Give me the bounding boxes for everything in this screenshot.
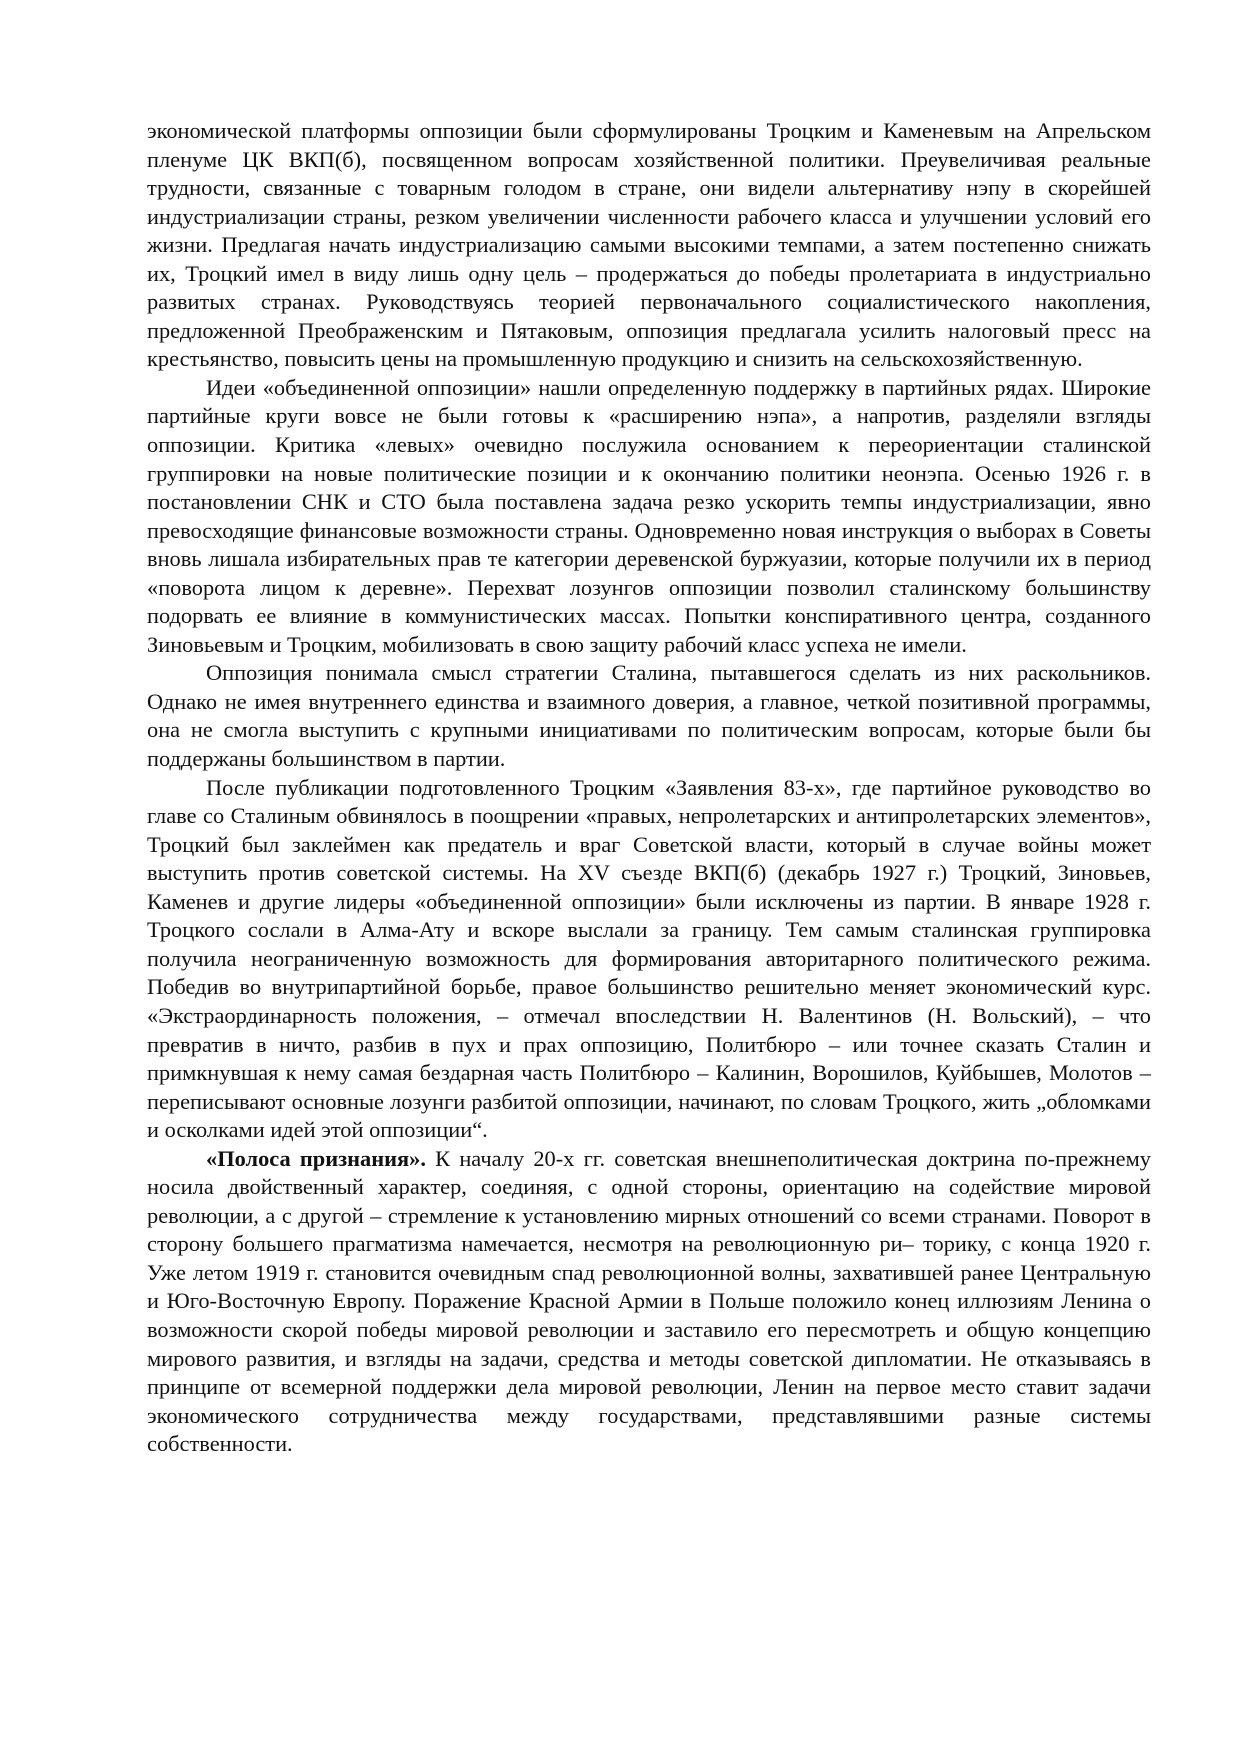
paragraph-statement-83: После публикации подготовленного Троцким «Заявления 83-х», где партийное руководство во главе со Сталиным обвинялось в поощрении «правых, непролетарских и антипролетарских элементов», Троцкий был заклеймен как предатель и враг Советской власти, который в случае войны может выступить против советской системы. На XV съезде ВКП(б) (декабрь 1927 г.) Троцкий, Зиновьев, Каменев и другие лидеры «объединенной оппозиции» были исключены из партии. В январе 1928 г. Троцкого сослали в Алма-Ату и вскоре выслали за границу. Тем самым сталинская группировка получила неограниченную возможность для формирования авторитарного политического режима. Победив во внутрипартийной борьбе, правое большинство решительно меняет экономический курс. «Экстраординарность положения, – отмечал впоследствии Н. Валентинов (Н. Вольский), – что превратив в ничто, разбив в пух и прах оппозицию, Политбюро – или точнее сказать Сталин и примкнувшая к нему самая бездарная часть Политбюро – Калинин, Ворошилов, Куйбышев, Молотов – переписывают основные лозунги разбитой оппозиции, начинают, по словам Троцкого, жить „обломками и осколками идей этой оппозиции“. (147, 774, 1151, 1143)
paragraph-recognition-text: К началу 20-х гг. советская внешнеполитическая доктрина по-прежнему носила двойственный характер, соединяя, с одной стороны, ориентацию на содействие мировой революции, а с другой – стремление к установлению мирных отношений со всеми странами. Поворот в сторону большего прагматизма намечается, несмотря на революционную ри– торику, с конца 1920 г. Уже летом 1919 г. становится очевидным спад революционной волны, захватившей ранее Центральную и Юго-Восточную Европу. Поражение Красной Армии в Польше положило конец иллюзиям Ленина о возможности скорой победы мировой революции и заставило его пересмотреть и общую концепцию мирового развития, и взгляды на задачи, средства и методы советской дипломатии. Не отказываясь в принципе от всемерной поддержки дела мировой революции, Ленин на первое место ставит задачи экономического сотрудничества между государствами, представлявшими разные системы собственности. (147, 1145, 1151, 1457)
section-heading-recognition: «Полоса признания». (206, 1145, 426, 1171)
paragraph-opposition-strategy: Оппозиция понимала смысл стратегии Сталина, пытавшегося сделать из них раскольников. Однако не имея внутреннего единства и взаимного доверия, а главное, четкой позитивной программы, она не смогла выступить с крупными инициативами по политическим вопросам, которые были бы поддержаны большинством в партии. (147, 660, 1151, 772)
paragraph-united-opposition: Идеи «объединенной оппозиции» нашли определенную поддержку в партийных рядах. Широкие партийные круги вовсе не были готовы к «расширению нэпа», а напротив, разделяли взгляды оппозиции. Критика «левых» очевидно послужила основанием к переориентации сталинской группировки на новые политические позиции и к окончанию политики неонэпа. Осенью 1926 г. в постановлении СНК и СТО была поставлена задача резко ускорить темпы индустриализации, явно превосходящие финансовые возможности страны. Одновременно новая инструкция о выборах в Советы вновь лишала избирательных прав те категории деревенской буржуазии, которые получили их в период «поворота лицом к деревне». Перехват лозунгов оппозиции позволил сталинскому большинству подорвать ее влияние в коммунистических массах. Попытки конспиративного центра, созданного Зиновьевым и Троцким, мобилизовать в свою защиту рабочий класс успеха не имели. (147, 374, 1151, 657)
paragraph-economic-platform: экономической платформы оппозиции были сформулированы Троцким и Каменевым на Апрельском пленуме ЦК ВКП(б), посвященном вопросам хозяйственной политики. Преувеличивая реальные трудности, связанные с товарным голодом в стране, они видели альтернативу нэпу в скорейшей индустриализации страны, резком увеличении численности рабочего класса и улучшении условий его жизни. Предлагая начать индустриализацию самыми высокими темпами, а затем постепенно снижать их, Троцкий имел в виду лишь одну цель – продержаться до победы пролетариата в индустриально развитых странах. Руководствуясь теорией первоначального социалистического накопления, предложенной Преображенским и Пятаковым, оппозиция предлагала усилить налоговый пресс на крестьянство, повысить цены на промышленную продукцию и снизить на сельскохозяйственную. (147, 118, 1151, 372)
document-page (147, 117, 1151, 1459)
paragraph-recognition-period (147, 1145, 1151, 1459)
